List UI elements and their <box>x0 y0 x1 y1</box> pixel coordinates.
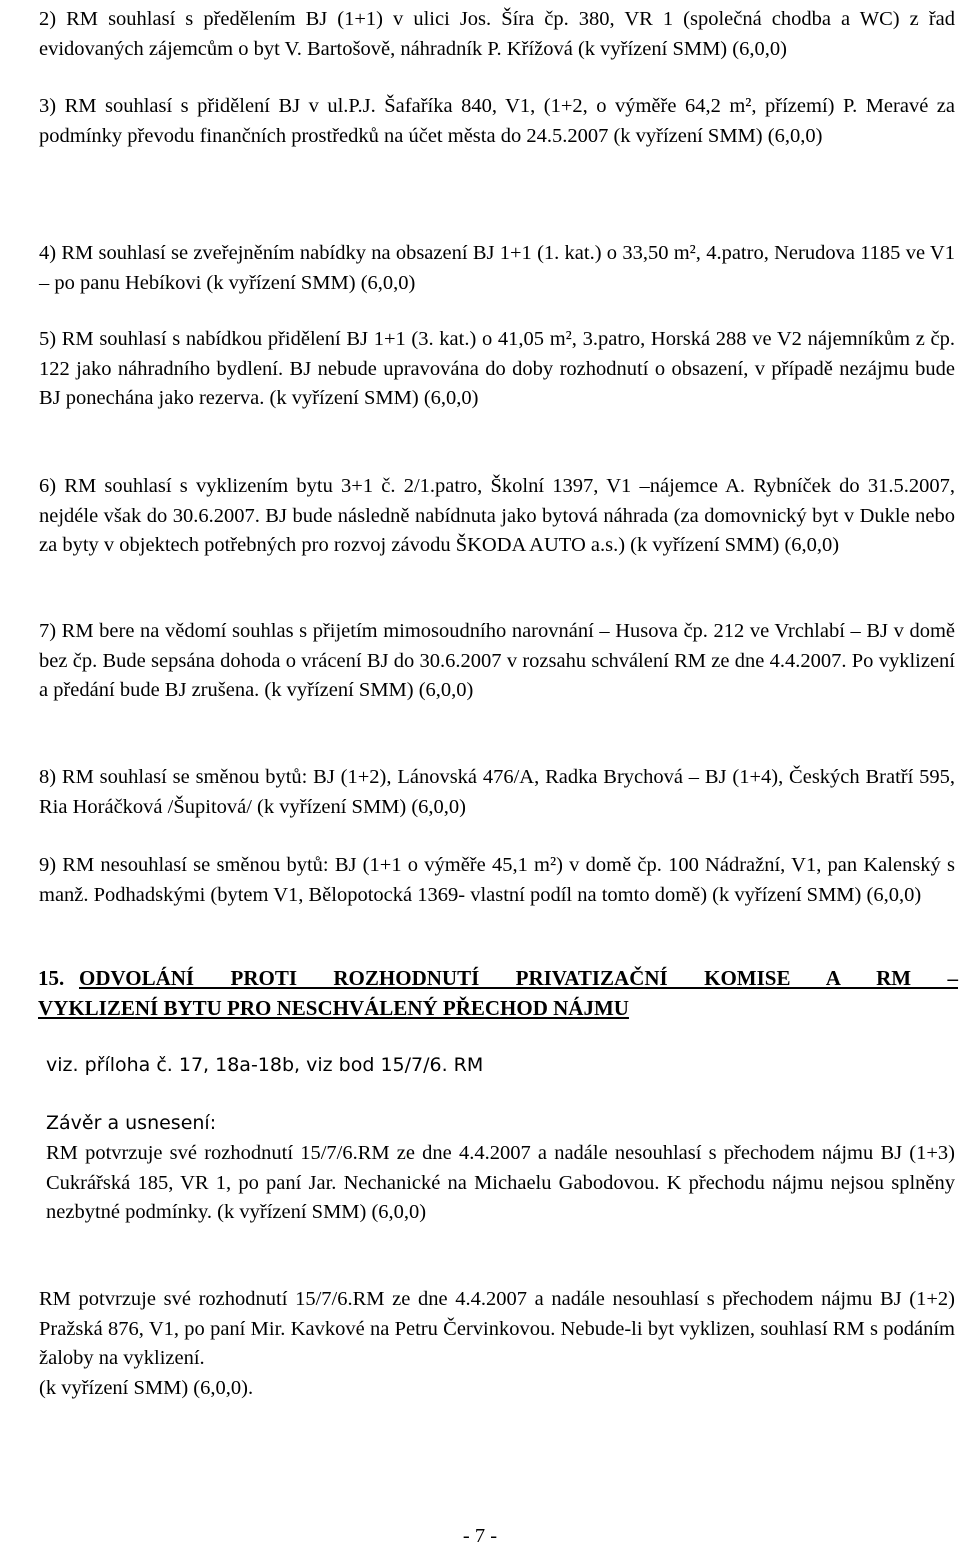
resolution-item-6: 6) RM souhlasí s vyklizením bytu 3+1 č. 2/1.patro, Školní 1397, V1 –nájemce A. Rybníček do 31.5.2007, nejdéle však do 30.6.2007. BJ bude následně nabídnuta jako bytová náhrada (za domovnický byt v Dukle nebo za byty v objektech potřebných pro rozvoj závodu ŠKODA AUTO a.s.) (k vyřízení SMM) (6,0,0) <box>39 475 955 557</box>
conclusion-label: Závěr a usnesení: <box>46 1112 217 1134</box>
resolution-item-9: 9) RM nesouhlasí se směnou bytů: BJ (1+1 o výměře 45,1 m²) v domě čp. 100 Nádražní, V1, pan Kalenský s manž. Podhadskými (bytem V1, Bělopotocká 1369- vlastní podíl na tomto domě) (k vyřízení SMM) (6,0,0) <box>39 854 955 906</box>
attachment-reference: viz. příloha č. 17, 18a-18b, viz bod 15/7/6. RM <box>46 1054 484 1076</box>
resolution-item-4: 4) RM souhlasí se zveřejněním nabídky na obsazení BJ 1+1 (1. kat.) o 33,50 m², 4.patro, Nerudova 1185 ve V1 – po panu Hebíkovi (k vyřízení SMM) (6,0,0) <box>39 242 955 294</box>
section-number: 15. <box>38 966 65 990</box>
resolution-item-3: 3) RM souhlasí s přidělení BJ v ul.P.J. Šafaříka 840, V1, (1+2, o výměře 64,2 m², přízemí) P. Meravé za podmínky převodu finančních prostředků na účet města do 24.5.2007 (k vyřízení SMM) (6,0,0) <box>39 95 955 147</box>
section-title <box>38 964 958 1023</box>
section-title-line-1: ODVOLÁNÍ PROTI ROZHODNUTÍ PRIVATIZAČNÍ KOMISE A RM – <box>79 966 958 990</box>
resolution-item-8: 8) RM souhlasí se směnou bytů: BJ (1+2), Lánovská 476/A, Radka Brychová – BJ (1+4), Českých Bratří 595, Ria Horáčková /Šupitová/ (k vyřízení SMM) (6,0,0) <box>39 766 955 818</box>
resolution-item-2: 2) RM souhlasí s předělením BJ (1+1) v ulici Jos. Šíra čp. 380, VR 1 (společná chodba a WC) z řad evidovaných zájemcům o byt V. Bartošově, náhradník P. Křížová (k vyřízení SMM) (6,0,0) <box>39 8 955 60</box>
section-title-line-2: VYKLIZENÍ BYTU PRO NESCHVÁLENÝ PŘECHOD NÁJMU <box>38 995 629 1020</box>
resolution-2-handler: (k vyřízení SMM) (6,0,0). <box>39 1377 254 1399</box>
page-number-text: - 7 - <box>462 1525 498 1547</box>
resolution-item-5: 5) RM souhlasí s nabídkou přidělení BJ 1+1 (3. kat.) o 41,05 m², 3.patro, Horská 288 ve V2 nájemníkům z čp. 122 jako náhradního bydlení. BJ nebude upravována do doby rozhodnutí o obsazení, v případě nezájmu bude BJ ponechána jako rezerva. (k vyřízení SMM) (6,0,0) <box>39 328 955 410</box>
resolution-1: RM potvrzuje své rozhodnutí 15/7/6.RM ze dne 4.4.2007 a nadále nesouhlasí s přechodem nájmu BJ (1+3) Cukrářská 185, VR 1, po paní Jar. Nechanické na Michaelu Gabodovou. K přechodu nájmu nejsou splněny nezbytné podmínky. (k vyřízení SMM) (6,0,0) <box>46 1142 955 1224</box>
resolution-2: RM potvrzuje své rozhodnutí 15/7/6.RM ze dne 4.4.2007 a nadále nesouhlasí s přechodem nájmu BJ (1+2) Pražská 876, V1, po paní Mir. Kavkové na Petru Červinkovou. Nebude-li byt vyklizen, souhlasí RM s podáním žaloby na vyklizení. <box>39 1288 955 1370</box>
resolution-item-7: 7) RM bere na vědomí souhlas s přijetím mimosoudního narovnání – Husova čp. 212 ve Vrchlabí – BJ v domě bez čp. Bude sepsána dohoda o vrácení BJ do 30.6.2007 v rozsahu schválení RM ze dne 4.4.2007. Po vyklizení a předání bude BJ zrušena. (k vyřízení SMM) (6,0,0) <box>39 620 955 702</box>
page-number <box>0 1524 960 1548</box>
